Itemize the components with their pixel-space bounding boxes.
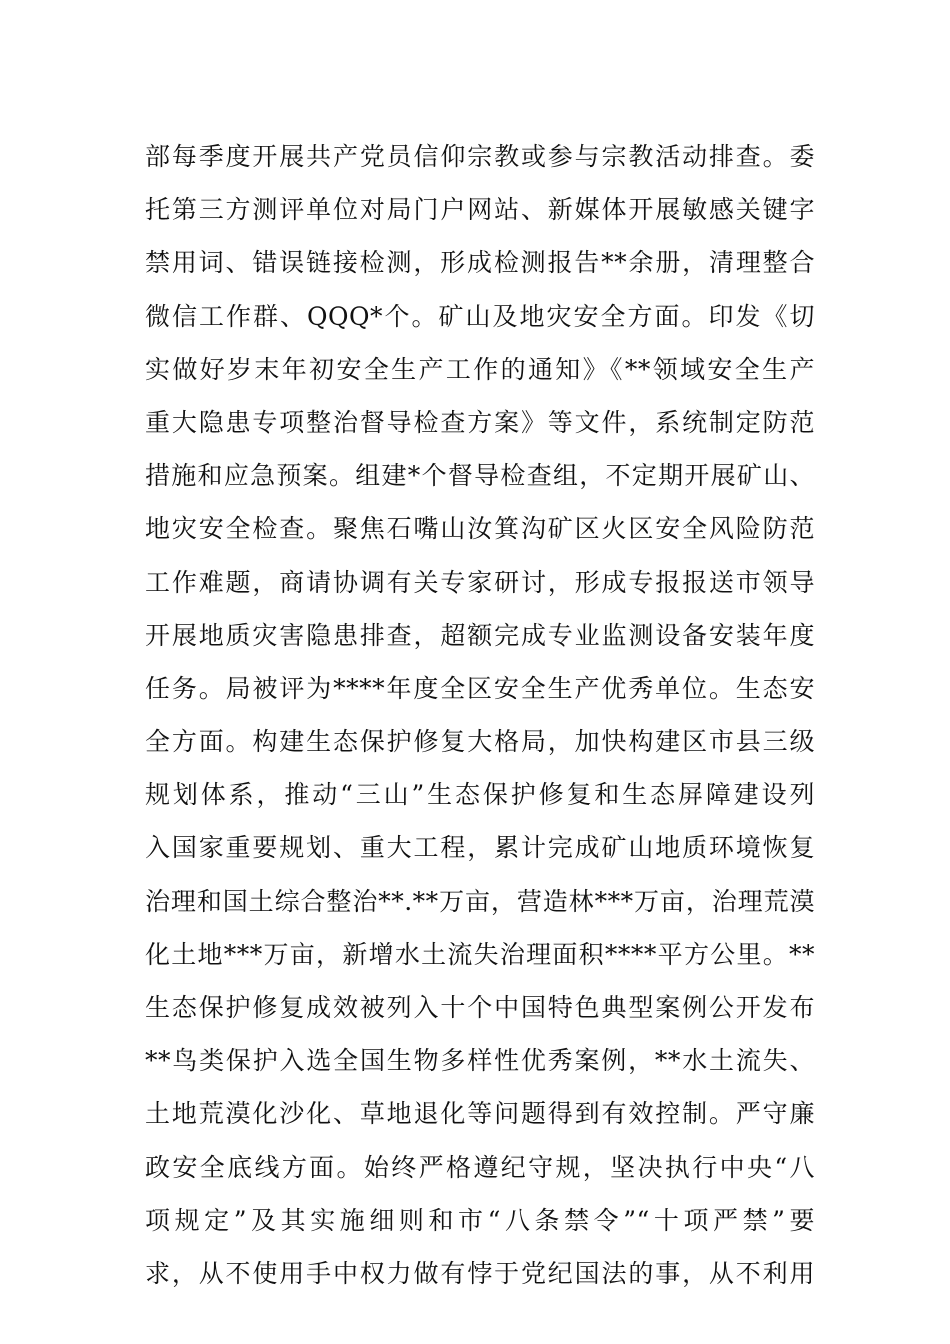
text-line: 托第三方测评单位对局门户网站、新媒体开展敏感关键字 bbox=[145, 195, 815, 225]
text-line: 全方面。构建生态保护修复大格局，加快构建区市县三级 bbox=[145, 727, 815, 757]
text-line: 土地荒漠化沙化、草地退化等问题得到有效控制。严守廉 bbox=[145, 1099, 815, 1129]
text-line: 生态保护修复成效被列入十个中国特色典型案例公开发布 bbox=[145, 993, 815, 1022]
body-paragraph bbox=[145, 130, 815, 1300]
text-line: 入国家重要规划、重大工程，累计完成矿山地质环境恢复 bbox=[145, 833, 815, 863]
text-line: 重大隐患专项整治督导检查方案》等文件，系统制定防范 bbox=[145, 407, 815, 437]
text-line: 任务。局被评为****年度全区安全生产优秀单位。生态安 bbox=[145, 673, 815, 703]
text-line: 措施和应急预案。组建*个督导检查组，不定期开展矿山、 bbox=[145, 461, 815, 491]
text-line: 地灾安全检查。聚焦石嘴山汝箕沟矿区火区安全风险防范 bbox=[145, 514, 815, 544]
text-line: 化土地***万亩，新增水土流失治理面积****平方公里。** bbox=[145, 939, 815, 969]
text-line: 政安全底线方面。始终严格遵纪守规，坚决执行中央“八 bbox=[145, 1152, 815, 1182]
text-line: 项规定”及其实施细则和市“八条禁令”“十项严禁”要 bbox=[145, 1205, 815, 1235]
text-line: **鸟类保护入选全国生物多样性优秀案例，**水土流失、 bbox=[145, 1046, 815, 1076]
text-line: 禁用词、错误链接检测，形成检测报告**余册，清理整合 bbox=[145, 248, 815, 278]
text-line: 微信工作群、QQQ*个。矿山及地灾安全方面。印发《切 bbox=[145, 301, 815, 331]
text-line: 规划体系，推动“三山”生态保护修复和生态屏障建设列 bbox=[145, 780, 815, 810]
text-line: 实做好岁末年初安全生产工作的通知》《**领域安全生产 bbox=[145, 354, 815, 384]
text-line: 求，从不使用手中权力做有悖于党纪国法的事，从不利用 bbox=[145, 1258, 815, 1288]
text-line: 治理和国土综合整治**.**万亩，营造林***万亩，治理荒漠 bbox=[145, 886, 815, 916]
text-line: 部每季度开展共产党员信仰宗教或参与宗教活动排查。委 bbox=[145, 142, 815, 171]
text-line: 开展地质灾害隐患排查，超额完成专业监测设备安装年度 bbox=[145, 620, 815, 650]
text-line: 工作难题，商请协调有关专家研讨，形成专报报送市领导 bbox=[145, 567, 815, 597]
